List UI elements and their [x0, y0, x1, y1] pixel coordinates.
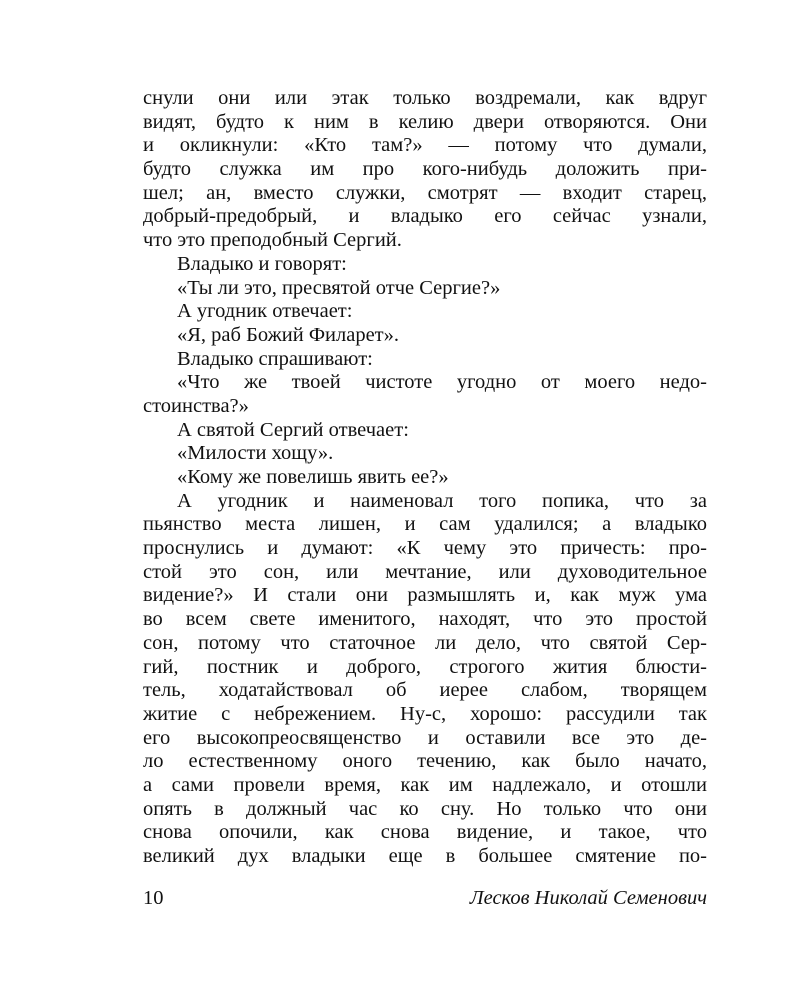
text-line: проснулись и думают: «К чему это причесть: про-: [143, 537, 707, 560]
text-line: А угодник и наименовал того попика, что за: [177, 489, 707, 512]
text-line: видят, будто к ним в келию двери отворяются. Они: [143, 110, 707, 133]
text-line: и окликнули: «Кто там?» — потому что думали,: [143, 134, 707, 157]
text-line: видение?» И стали они размышлять и, как муж ума: [143, 584, 707, 607]
body-text: [143, 87, 707, 869]
text-line: житие с небрежением. Ну-с, хорошо: рассудили так: [143, 702, 707, 725]
text-line: шел; ан, вместо служки, смотрят — входит старец,: [143, 181, 707, 204]
text-line: что это преподобный Сергий.: [143, 229, 402, 252]
text-line: А святой Сергий отвечает:: [177, 418, 409, 441]
text-line: опять в должный час ко сну. Но только что они: [143, 797, 707, 820]
text-line: Владыко спрашивают:: [177, 347, 373, 370]
text-line: «Ты ли это, пресвятой отче Сергие?»: [177, 276, 501, 299]
text-line: стоинства?»: [143, 394, 249, 417]
text-line: а сами провели время, как им надлежало, и отошли: [143, 773, 707, 796]
text-line: «Что же твоей чистоте угодно от моего недо-: [177, 371, 707, 394]
text-line: «Милости хощу».: [177, 442, 334, 465]
running-title-author: Лесков Николай Семенович: [469, 887, 707, 909]
page-footer: [143, 886, 707, 910]
text-line: добрый-предобрый, и владыко его сейчас узнали,: [143, 205, 707, 228]
text-line: великий дух владыки еще в большее смятение по-: [143, 845, 707, 867]
text-line: его высокопреосвященство и оставили все это де-: [143, 726, 707, 749]
text-line: сон, потому что статочное ли дело, что святой Сер-: [143, 631, 707, 654]
text-line: А угодник отвечает:: [177, 300, 353, 323]
text-line: снули они или этак только воздремали, как вдруг: [143, 87, 707, 109]
text-line: «Я, раб Божий Филарет».: [177, 323, 399, 346]
page-number: 10: [143, 887, 164, 909]
text-line: Владыко и говорят:: [177, 252, 347, 275]
text-line: во всем свете именитого, находят, что это простой: [143, 608, 707, 631]
text-line: тель, ходатайствовал об иерее слабом, творящем: [143, 679, 707, 702]
text-line: гий, постник и доброго, строгого жития блюсти-: [143, 655, 707, 678]
text-line: снова опочили, как снова видение, и такое, что: [143, 821, 707, 844]
text-line: будто служка им про кого-нибудь доложить при-: [143, 158, 707, 181]
text-line: стой это сон, или мечтание, или духоводительное: [143, 560, 707, 583]
text-line: «Кому же повелишь явить ее?»: [177, 466, 449, 488]
text-line: ло естественному оного течению, как было начато,: [143, 750, 707, 773]
text-line: пьянство места лишен, и сам удалился; а владыко: [143, 513, 707, 536]
